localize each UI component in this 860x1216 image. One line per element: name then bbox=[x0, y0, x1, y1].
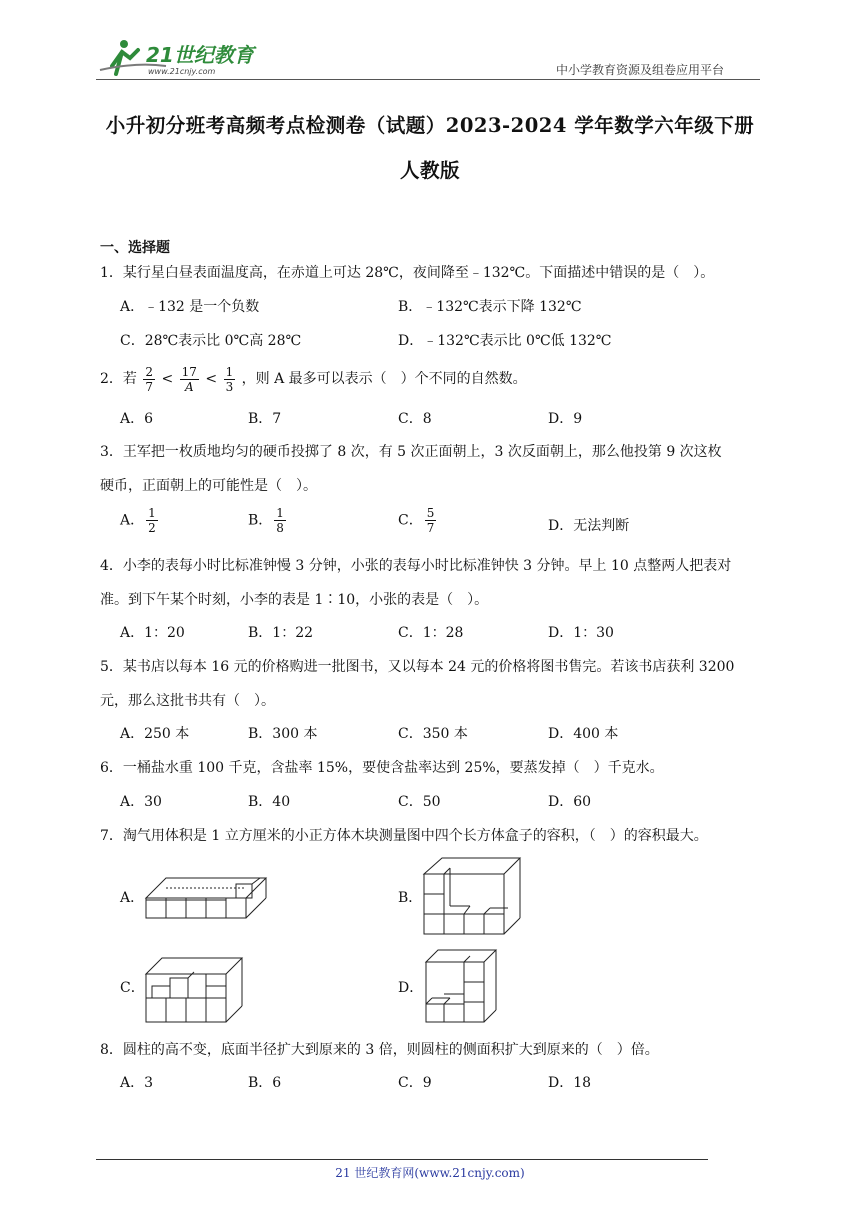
footer-divider bbox=[96, 1159, 708, 1160]
q3-option-d[interactable]: D．无法判断 bbox=[548, 518, 630, 534]
q4-option-d[interactable]: D．1：30 bbox=[548, 625, 614, 641]
q3-option-a[interactable] bbox=[120, 506, 160, 535]
question-1: 1．某行星白昼表面温度高，在赤道上可达 28℃，夜间降至﹣132℃。下面描述中错误的是（ ）。 bbox=[100, 265, 715, 281]
q8-option-a[interactable]: A．3 bbox=[120, 1075, 154, 1091]
q2-prefix: 2．若 bbox=[100, 371, 137, 387]
q7-option-c[interactable]: C． bbox=[120, 980, 145, 996]
q7-figure-b bbox=[422, 856, 522, 936]
q2-less-than: < bbox=[161, 371, 174, 387]
question-2 bbox=[100, 360, 527, 398]
question-5-line2: 元，那么这批书共有（ ）。 bbox=[100, 693, 275, 709]
q6-option-c[interactable]: C．50 bbox=[398, 794, 441, 810]
logo-text: 21世纪教育 bbox=[146, 43, 254, 67]
q2-option-d[interactable]: D．9 bbox=[548, 411, 583, 427]
q7-figure-c bbox=[144, 956, 244, 1024]
q2-option-a[interactable]: A．6 bbox=[120, 411, 154, 427]
question-6: 6．一桶盐水重 100 千克，含盐率 15%，要使含盐率达到 25%，要蒸发掉（ ）千克水。 bbox=[100, 760, 664, 776]
q2-less-than-2: < bbox=[205, 371, 218, 387]
question-8: 8．圆柱的高不变，底面半径扩大到原来的 3 倍，则圆柱的侧面积扩大到原来的（ ）倍。 bbox=[100, 1042, 659, 1058]
q1-option-a[interactable]: A．﹣132 是一个负数 bbox=[120, 299, 260, 315]
q8-option-d[interactable]: D．18 bbox=[548, 1075, 592, 1091]
section-heading: 一、选择题 bbox=[100, 240, 170, 256]
q6-option-a[interactable]: A．30 bbox=[120, 794, 162, 810]
question-3-line2: 硬币，正面朝上的可能性是（ ）。 bbox=[100, 478, 317, 494]
logo-url: www.21cnjy.com bbox=[148, 67, 216, 76]
q3-a-fraction: $\frac{1}{2}$ bbox=[148, 506, 156, 535]
q3-b-fraction: $\frac{1}{8}$ bbox=[276, 506, 284, 535]
footer-link[interactable]: 21 世纪教育网(www.21cnjy.com) bbox=[335, 1166, 525, 1180]
q6-option-d[interactable]: D．60 bbox=[548, 794, 592, 810]
q2-fraction-3: $\frac{1}{3}$ bbox=[225, 364, 234, 394]
page-title-line2: 人教版 bbox=[399, 159, 460, 182]
q2-suffix: ，则 A 最多可以表示（ ）个不同的自然数。 bbox=[241, 371, 527, 387]
question-4: 4．小李的表每小时比标准钟慢 3 分钟，小张的表每小时比标准钟快 3 分钟。早上 10 点整两人把表对 bbox=[100, 558, 732, 574]
q6-option-b[interactable]: B．40 bbox=[248, 794, 291, 810]
question-3: 3．王军把一枚质地均匀的硬币投掷了 8 次，有 5 次正面朝上，3 次反面朝上，那么他投第 9 次这枚 bbox=[100, 444, 722, 460]
q4-option-c[interactable]: C．1：28 bbox=[398, 625, 464, 641]
q4-option-b[interactable]: B．1：22 bbox=[248, 625, 314, 641]
q3-c-fraction: $\frac{5}{7}$ bbox=[426, 506, 435, 535]
q3-b-label: B． bbox=[248, 512, 273, 529]
q3-a-label: A． bbox=[120, 512, 145, 529]
q7-option-b[interactable]: B． bbox=[398, 890, 423, 906]
q2-option-c[interactable]: C．8 bbox=[398, 411, 432, 427]
q7-figure-a bbox=[144, 870, 268, 920]
q5-option-d[interactable]: D．400 本 bbox=[548, 726, 619, 742]
q3-c-label: C． bbox=[398, 512, 423, 529]
q5-option-c[interactable]: C．350 本 bbox=[398, 726, 468, 742]
q7-option-a[interactable]: A． bbox=[120, 890, 145, 906]
q1-option-b[interactable]: B．﹣132℃表示下降 132℃ bbox=[398, 299, 582, 315]
question-7: 7．淘气用体积是 1 立方厘米的小正方体木块测量图中四个长方体盒子的容积，（ ）的容积最大。 bbox=[100, 828, 708, 844]
question-4-line2: 准。到下午某个时刻，小李的表是 1∶10，小张的表是（ ）。 bbox=[100, 592, 489, 608]
site-logo[interactable] bbox=[96, 36, 258, 78]
q2-fraction-2: $\frac{17}{A}$ bbox=[181, 364, 197, 394]
q2-option-b[interactable]: B．7 bbox=[248, 411, 282, 427]
q3-option-b[interactable] bbox=[248, 506, 288, 535]
q2-fraction-1: $\frac{2}{7}$ bbox=[145, 364, 154, 394]
q8-option-c[interactable]: C．9 bbox=[398, 1075, 432, 1091]
page-title: 小升初分班考高频考点检测卷（试题）2023-2024 学年数学六年级下册 bbox=[105, 114, 755, 137]
q5-option-b[interactable]: B．300 本 bbox=[248, 726, 318, 742]
q1-option-d[interactable]: D．﹣132℃表示比 0℃低 132℃ bbox=[398, 333, 612, 349]
q7-figure-d bbox=[424, 948, 500, 1024]
header-tagline: 中小学教育资源及组卷应用平台 bbox=[556, 63, 725, 77]
q3-option-c[interactable] bbox=[398, 506, 438, 535]
q4-option-a[interactable]: A．1：20 bbox=[120, 625, 185, 641]
q7-option-d[interactable]: D． bbox=[398, 980, 424, 996]
question-5: 5．某书店以每本 16 元的价格购进一批图书，又以每本 24 元的价格将图书售完。若该书店获利 3200 bbox=[100, 659, 735, 675]
header-divider bbox=[96, 79, 760, 80]
q1-option-c[interactable]: C．28℃表示比 0℃高 28℃ bbox=[120, 333, 302, 349]
q8-option-b[interactable]: B．6 bbox=[248, 1075, 282, 1091]
q5-option-a[interactable]: A．250 本 bbox=[120, 726, 190, 742]
